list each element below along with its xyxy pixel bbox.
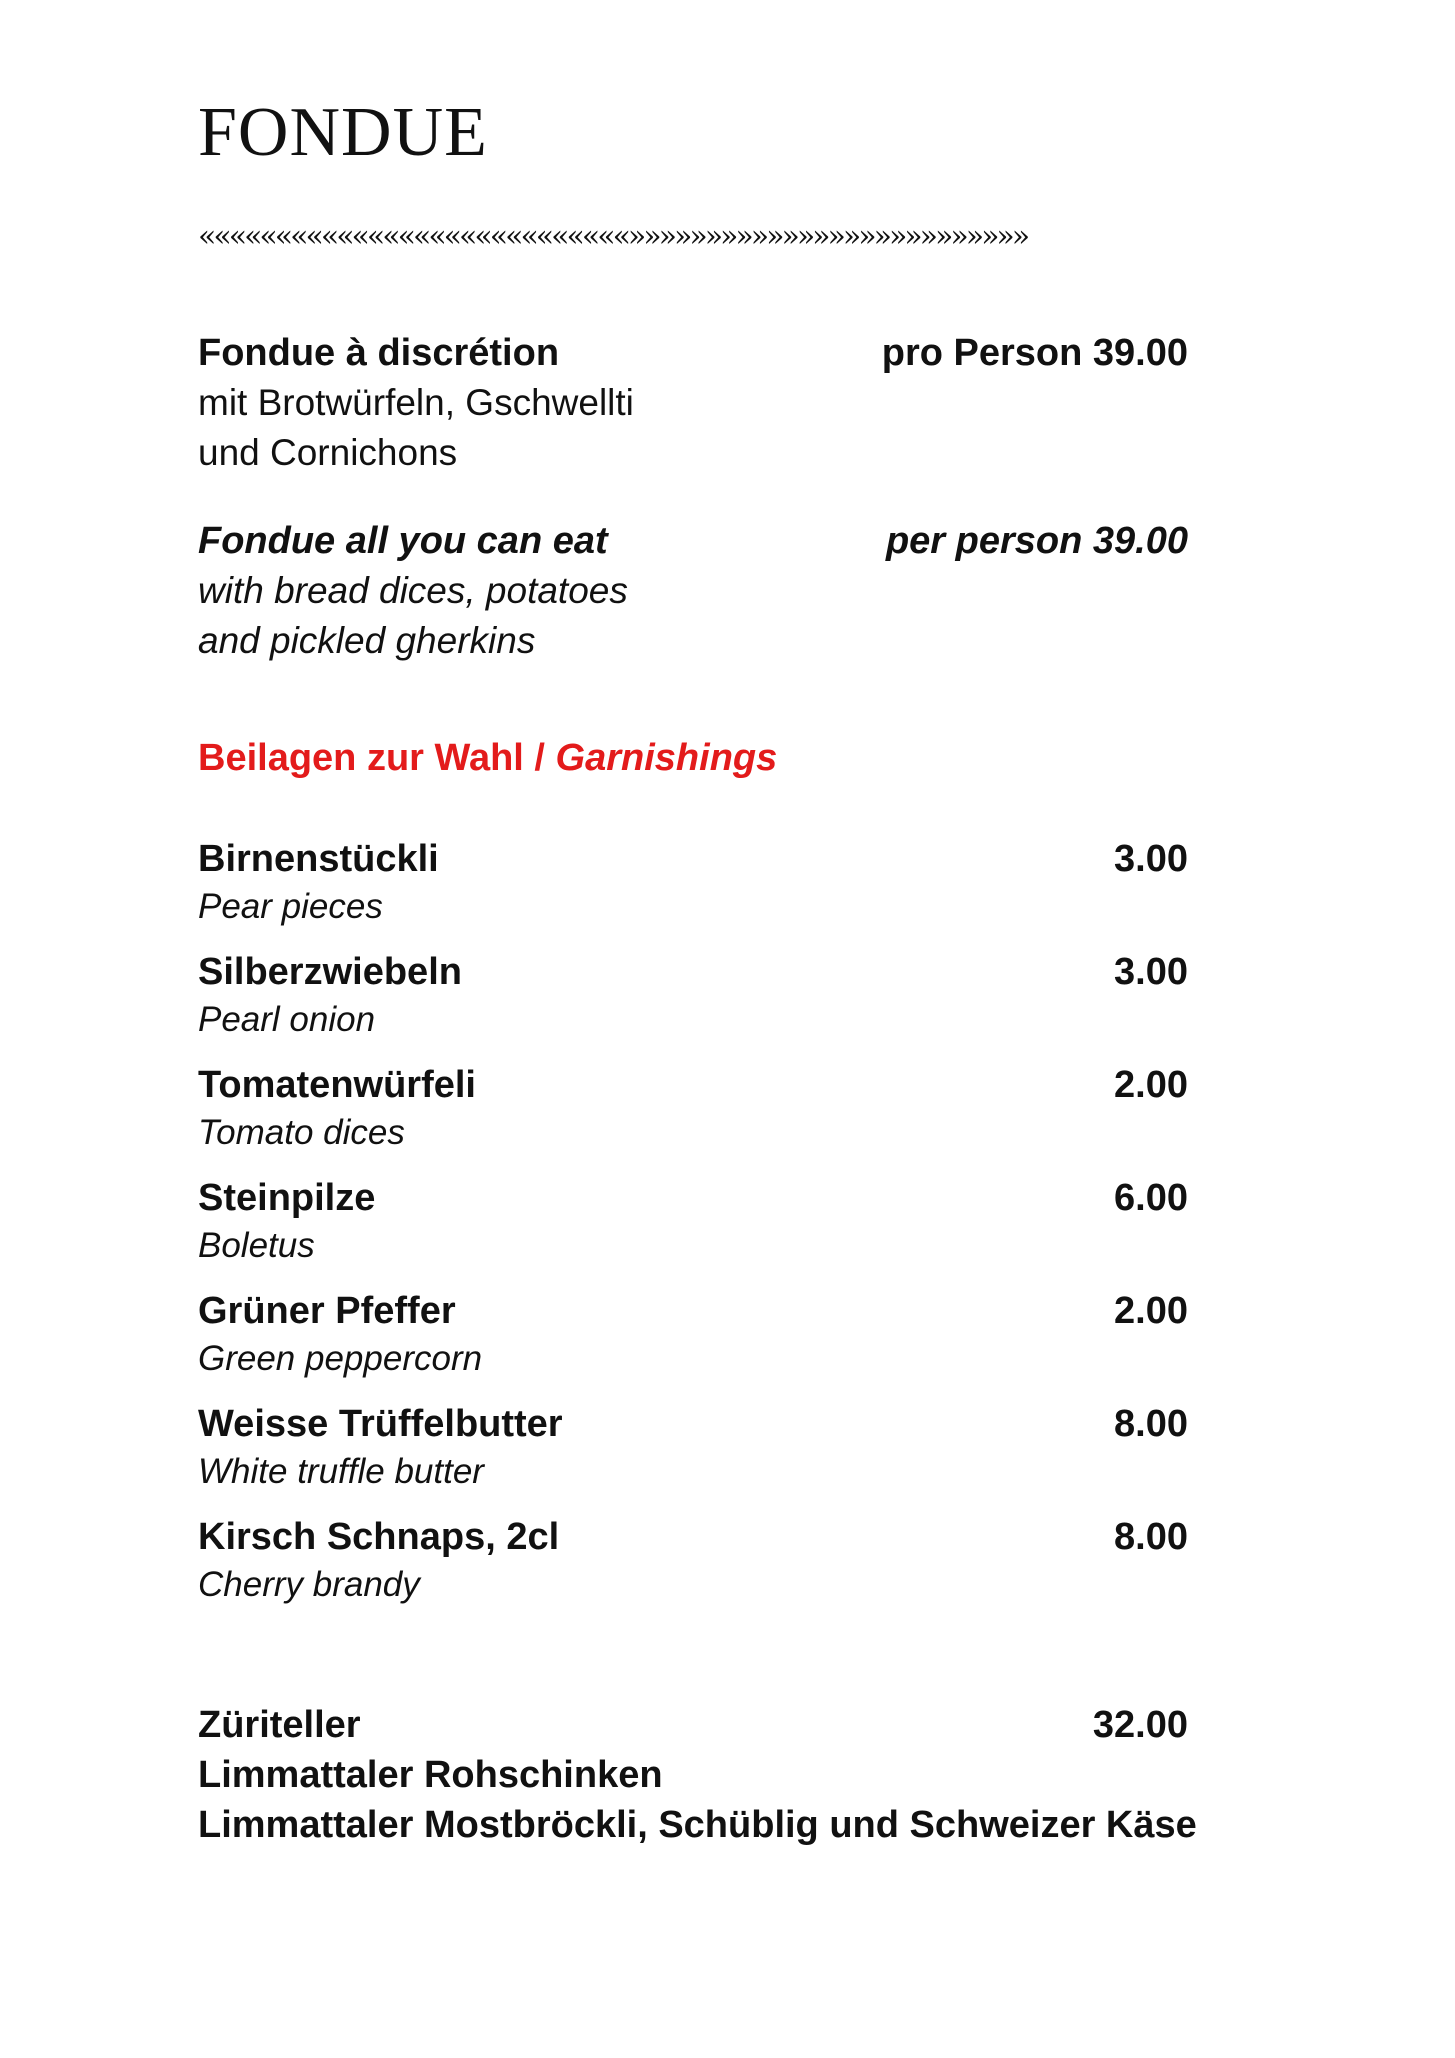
garnish-price: 3.00 — [1114, 951, 1188, 993]
garnish-price: 6.00 — [1114, 1177, 1188, 1219]
garnish-item — [198, 947, 1188, 1043]
decorative-divider: ««««««««««««««««««««««««««««»»»»»»»»»»»»»»»»»»»»»»»»»» — [198, 219, 1028, 254]
garnish-price: 8.00 — [1114, 1516, 1188, 1558]
item-name: Fondue à discrétion — [198, 332, 560, 374]
garnish-translation: Boletus — [198, 1226, 315, 1265]
garnish-item — [198, 1060, 1188, 1156]
garnish-price: 2.00 — [1114, 1290, 1188, 1332]
garnish-translation: Tomato dices — [198, 1113, 405, 1152]
garnish-price: 3.00 — [1114, 838, 1188, 880]
item-name: Züriteller — [198, 1704, 361, 1746]
garnish-price: 2.00 — [1114, 1064, 1188, 1106]
heading-english: Garnishings — [555, 737, 778, 779]
menu-item-fondue-en — [198, 516, 1188, 666]
garnish-translation: Cherry brandy — [198, 1565, 420, 1604]
garnish-price: 8.00 — [1114, 1403, 1188, 1445]
item-description: with bread dices, potatoes — [198, 570, 628, 611]
item-description: Limmattaler Mostbröckli, Schüblig und Schweizer Käse — [198, 1804, 1197, 1846]
item-description: mit Brotwürfeln, Gschwellti — [198, 382, 634, 423]
item-price: 32.00 — [1092, 1704, 1188, 1746]
heading-german: Beilagen zur Wahl / — [198, 737, 545, 779]
menu-page — [198, 0, 1218, 2058]
garnish-translation: White truffle butter — [198, 1452, 484, 1491]
item-description: and pickled gherkins — [198, 620, 536, 661]
item-name: Fondue all you can eat — [198, 520, 608, 562]
item-description: Limmattaler Rohschinken — [198, 1754, 663, 1796]
garnish-item — [198, 1173, 1188, 1269]
garnish-section-heading — [198, 733, 777, 783]
garnish-name: Kirsch Schnaps, 2cl — [198, 1516, 560, 1558]
garnish-translation: Green peppercorn — [198, 1339, 483, 1378]
page-title: FONDUE — [198, 94, 488, 171]
garnish-name: Grüner Pfeffer — [198, 1290, 456, 1332]
garnish-name: Tomatenwürfeli — [198, 1064, 476, 1106]
item-price: per person 39.00 — [885, 520, 1188, 562]
garnish-translation: Pearl onion — [198, 1000, 376, 1039]
garnish-name: Birnenstückli — [198, 838, 439, 880]
garnish-item — [198, 1399, 1188, 1495]
item-description: und Cornichons — [198, 432, 458, 473]
garnish-item — [198, 834, 1188, 930]
menu-item-fondue-de — [198, 328, 1188, 478]
garnish-name: Silberzwiebeln — [198, 951, 462, 993]
menu-item-platter — [198, 1700, 1197, 1850]
item-price: pro Person 39.00 — [881, 332, 1188, 374]
garnish-name: Weisse Trüffelbutter — [198, 1403, 563, 1445]
garnish-name: Steinpilze — [198, 1177, 376, 1219]
garnish-translation: Pear pieces — [198, 887, 383, 926]
garnish-item — [198, 1286, 1188, 1382]
garnish-item — [198, 1512, 1188, 1608]
